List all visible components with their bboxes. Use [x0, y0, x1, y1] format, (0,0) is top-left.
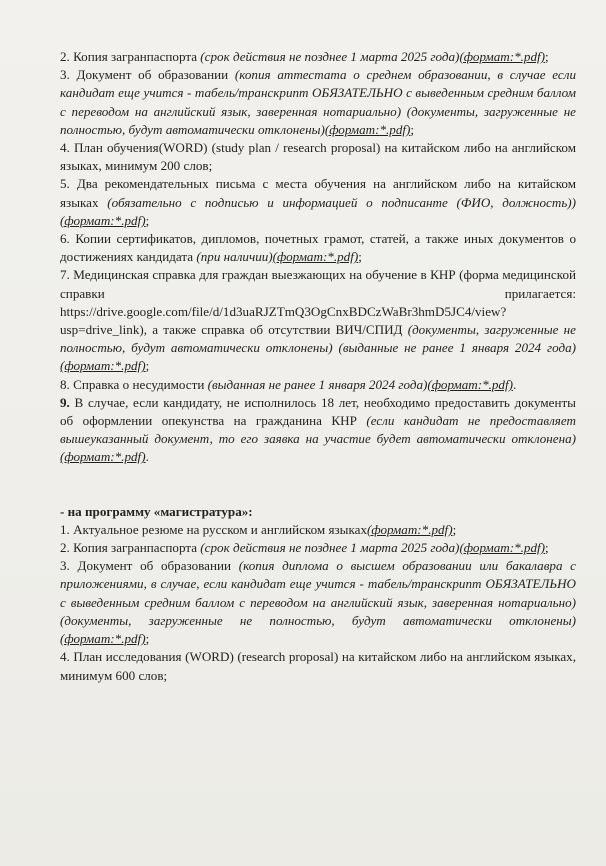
item-note: (обязательно с подписью и информацией о подписанте (ФИО, должность)): [107, 194, 576, 210]
item-number: 1.: [60, 521, 70, 537]
list-item: [60, 266, 576, 375]
item-punctuation: ;: [145, 631, 150, 647]
item-punctuation: ;: [358, 249, 362, 265]
item-text: Актуальное резюме на русском и английском языках: [69, 521, 367, 537]
list-item: [60, 175, 576, 230]
item-punctuation: ;: [545, 540, 549, 556]
item-number: 5.: [60, 176, 70, 192]
item-punctuation: ;: [545, 49, 549, 64]
format-note: (формат:*.pdf): [459, 49, 545, 64]
format-note: (формат:*.pdf): [367, 521, 453, 537]
item-note: (документы, загруженные не полностью, будут автоматически отклонены) (выданные не ранее 1 января 2024 года): [60, 322, 576, 356]
item-note: (срок действия не позднее 1 марта 2025 года): [200, 540, 460, 556]
section-magistracy-list: [60, 521, 576, 685]
item-number: 7.: [60, 267, 70, 283]
item-text: В случае, если кандидату, не исполнилось 18 лет, необходимо предоставить документы об оформлении опекунства на гражданина КНР: [60, 394, 576, 429]
item-number: 8.: [60, 376, 70, 392]
item-number: 9.: [60, 394, 70, 410]
item-number: 6.: [60, 231, 70, 247]
item-text: План исследования (WORD) (research proposal) на китайском либо на английском языках, минимум 600 слов;: [60, 649, 576, 683]
format-note: (формат:*.pdf): [427, 376, 513, 392]
list-item: [60, 139, 576, 175]
list-item: [60, 521, 576, 539]
item-number: 3.: [60, 67, 70, 83]
format-note: (формат:*.pdf): [459, 540, 545, 556]
format-note: (формат:*.pdf): [60, 449, 146, 465]
list-item: [60, 539, 576, 557]
item-punctuation: .: [145, 449, 149, 465]
format-note: (формат:*.pdf): [60, 212, 146, 228]
item-text: Два рекомендательных письма с места обучения на английском либо на китайском языках: [60, 176, 576, 210]
item-punctuation: ;: [452, 521, 457, 537]
format-note: (формат:*.pdf): [60, 631, 146, 647]
item-text: Документ об образовании: [69, 558, 239, 574]
item-number: 3.: [60, 558, 70, 574]
item-number: 2.: [60, 49, 70, 64]
item-note: (копия аттестата о среднем образовании, в случае если кандидат еще учится - табель/транскрипт ОБЯЗАТЕЛЬНО с выведенным средним баллом с переводом на английский язык, заверенная нотариально) (документы, загруженные не полностью, будут автоматически отклонены): [60, 67, 576, 137]
section-heading-magistracy: - на программу «магистратура»:: [60, 503, 253, 519]
item-punctuation: ;: [145, 212, 150, 228]
item-note: (выданная не ранее 1 января 2024 года): [207, 376, 428, 392]
list-item: [60, 394, 576, 467]
item-text: Копия загранпаспорта: [69, 49, 201, 64]
item-text: Копия загранпаспорта: [69, 540, 201, 556]
item-text: План обучения(WORD) (study plan / research proposal) на китайском либо на английском языках, минимум 200 слов;: [60, 140, 576, 174]
section-gap: [60, 467, 576, 503]
section-bachelor-list: [60, 48, 576, 467]
item-text: Копии сертификатов, дипломов, почетных грамот, статей, а также иных документов о достижениях кандидата: [60, 231, 576, 265]
list-item: [60, 230, 576, 266]
format-note: (формат:*.pdf): [60, 358, 146, 374]
item-note: (при наличии): [196, 249, 273, 265]
list-item: [60, 376, 576, 394]
item-number: 4.: [60, 649, 70, 665]
item-punctuation: .: [512, 376, 517, 392]
list-item: [60, 66, 576, 139]
item-punctuation: ;: [145, 358, 150, 374]
item-note: (копия диплома о высшем образовании или бакалавра с приложениями, в случае, если кандидат еще учится - табель/транскрипт ОБЯЗАТЕЛЬНО с выведенным средним баллом с переводом на английский язык, заверенная нотариально) (документы, загруженные не полностью, будут автоматически отклонены): [60, 558, 576, 628]
list-item: [60, 648, 576, 684]
item-text: Документ об образовании: [69, 67, 235, 83]
item-text: Медицинская справка для граждан выезжающих на обучение в КНР (форма медицинской справки прилагается: https://drive.google.com/file/d/1d3uaRJZTmQ3OgCnxBDCzWaBr3hmD5JC4/view?usp=drive_link), а также справка об отсутствии ВИЧ/СПИД: [60, 267, 576, 338]
format-note: (формат:*.pdf): [272, 249, 359, 265]
list-item: [60, 48, 576, 66]
list-item: [60, 557, 576, 648]
item-note: (если кандидат не предоставляет вышеуказанный документ, то его заявка на участие будет автоматически отклонена): [60, 413, 576, 447]
format-note: (формат:*.pdf): [324, 121, 411, 137]
item-number: 4.: [60, 140, 70, 156]
item-number: 2.: [60, 540, 70, 556]
item-punctuation: ;: [410, 121, 415, 137]
item-note: (срок действия не позднее 1 марта 2025 года): [200, 49, 460, 64]
item-text: Справка о несудимости: [69, 376, 208, 392]
